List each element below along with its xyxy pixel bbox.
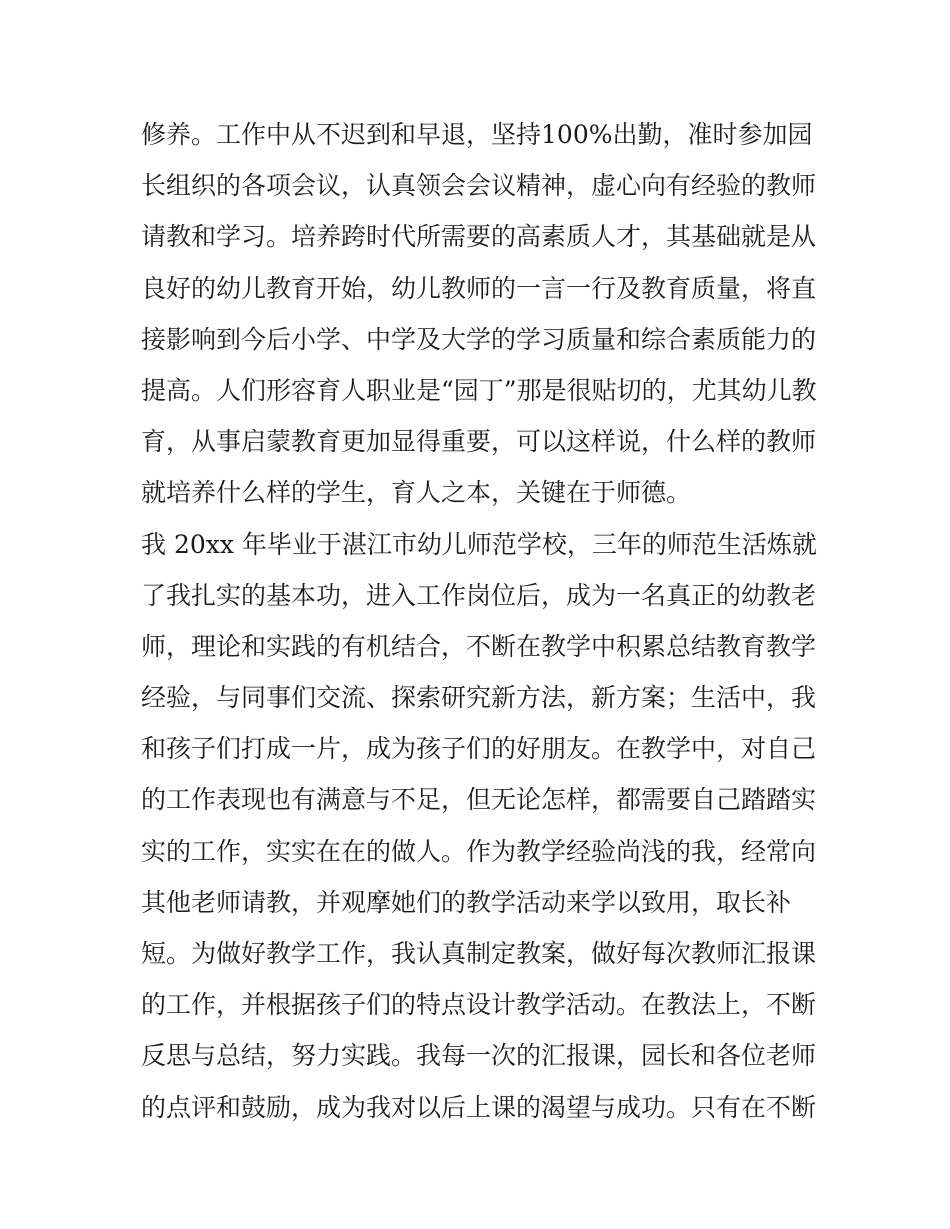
text-line: 修养。工作中从不迟到和早退，坚持100%出勤，准时参加园 — [141, 120, 813, 149]
text-line: 长组织的各项会议，认真领会会议精神，虚心向有经验的教师 — [141, 171, 817, 201]
text-line: 良好的幼儿教育开始，幼儿教师的一言一行及教育质量，将直 — [141, 273, 817, 303]
text-line: 短。为做好教学工作，我认真制定教案，做好每次教师汇报课 — [141, 939, 817, 968]
text-line: 经验，与同事们交流、探索研究新方法，新方案；生活中，我 — [141, 683, 817, 713]
text-line: 师，理论和实践的有机结合，不断在教学中积累总结教育教学 — [141, 631, 817, 661]
text-line: 和孩子们打成一片，成为孩子们的好朋友。在教学中，对自己 — [141, 734, 817, 764]
text-line: 我 20xx 年毕业于湛江市幼儿师范学校，三年的师范生活炼就 — [141, 529, 817, 559]
text-line: 的点评和鼓励，成为我对以后上课的渴望与成功。只有在不断 — [141, 1092, 817, 1122]
text-line: 接影响到今后小学、中学及大学的学习质量和综合素质能力的 — [141, 324, 817, 354]
text-line: 反思与总结，努力实践。我每一次的汇报课，园长和各位老师 — [141, 1041, 817, 1071]
text-line: 育，从事启蒙教育更加显得重要，可以这样说，什么样的教师 — [141, 427, 817, 457]
text-line: 的工作，并根据孩子们的特点设计教学活动。在教法上，不断 — [141, 990, 817, 1020]
text-line: 就培养什么样的学生，育人之本，关键在于师德。 — [141, 478, 692, 508]
text-line: 提高。人们形容育人职业是“园丁”那是很贴切的，尤其幼儿教 — [141, 375, 817, 405]
text-line: 的工作表现也有满意与不足，但无论怎样，都需要自己踏踏实 — [141, 785, 817, 815]
text-line: 其他老师请教，并观摩她们的教学活动来学以致用，取长补 — [141, 887, 792, 917]
text-line: 了我扎实的基本功，进入工作岗位后，成为一名真正的幼教老 — [141, 580, 817, 610]
body-text — [141, 109, 817, 1133]
text-line: 实的工作，实实在在的做人。作为教学经验尚浅的我，经常向 — [141, 836, 817, 866]
text-line: 请教和学习。培养跨时代所需要的高素质人才，其基础就是从 — [141, 222, 817, 252]
